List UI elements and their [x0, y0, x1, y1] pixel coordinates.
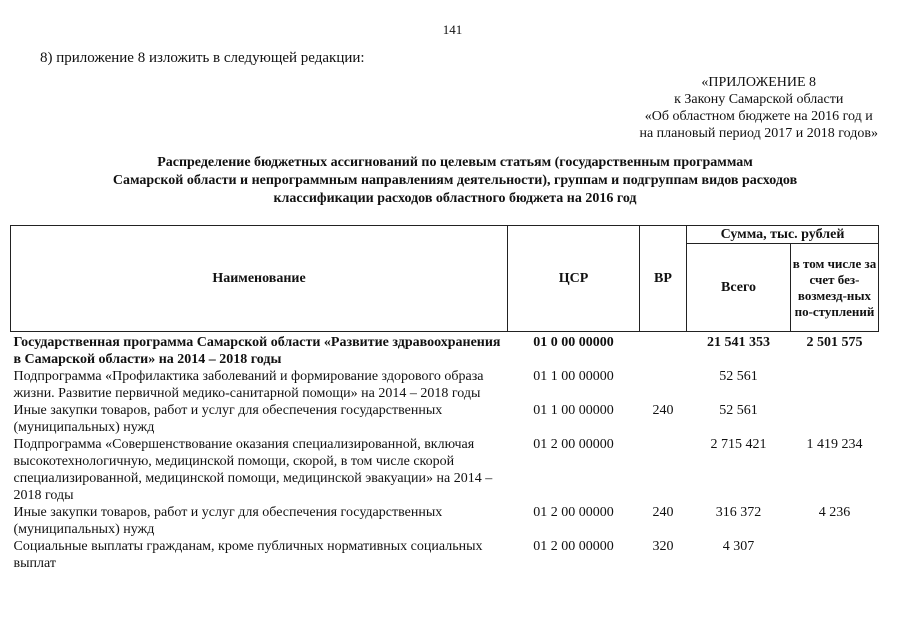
row-grants — [791, 538, 879, 572]
row-total: 2 715 421 — [710, 437, 767, 452]
row-vr — [640, 332, 687, 369]
row-name: Социальные выплаты гражданам, кроме публичных нормативных социальных выплат — [13, 539, 483, 571]
row-total: 316 372 — [715, 505, 762, 520]
row-name: Иные закупки товаров, работ и услуг для обеспечения государственных (муниципальных) нужд — [13, 403, 443, 435]
row-name: Государственная программа Самарской области «Развитие здравоохранения в Самарской области» на 2014 – 2018 годы — [13, 335, 501, 367]
table-row — [11, 504, 879, 538]
row-vr: 240 — [652, 505, 674, 520]
row-grants: 1 419 234 — [806, 437, 863, 452]
row-grants: 4 236 — [818, 505, 851, 520]
row-vr: 320 — [652, 539, 674, 554]
page-number: 141 — [442, 22, 463, 37]
appendix-header — [639, 74, 878, 142]
table-row — [11, 332, 879, 369]
row-vr — [640, 436, 687, 504]
row-grants: 2 501 575 — [806, 335, 863, 350]
table-row — [11, 368, 879, 402]
row-csr: 01 2 00 00000 — [533, 539, 614, 554]
row-vr: 240 — [652, 403, 674, 418]
header-total: Всего — [687, 244, 791, 332]
header-grants: в том числе за счет без-возмезд-ных по-ступлений — [791, 244, 879, 332]
title-line: Распределение бюджетных ассигнований по целевым статьям (государственным программам — [157, 155, 753, 170]
row-total: 52 561 — [719, 403, 758, 418]
intro-line: 8) приложение 8 изложить в следующей редакции: — [40, 50, 365, 66]
row-grants — [791, 368, 879, 402]
appendix-line: «Об областном бюджете на 2016 год и — [644, 109, 873, 124]
header-vr: ВР — [640, 226, 687, 332]
row-csr: 01 0 00 00000 — [533, 335, 614, 350]
row-name: Подпрограмма «Совершенствование оказания специализированной, включая высокотехнологичную, медицинской помощи, скорой, в том числе скорой специализированной, медицинской помощи, медицинской эвакуации» на 2014 – 2018 годы — [13, 437, 493, 503]
header-sum: Сумма, тыс. рублей — [687, 226, 879, 244]
budget-table — [10, 225, 879, 572]
header-name: Наименование — [11, 226, 508, 332]
title-line: классификации расходов областного бюджета на 2016 год — [273, 191, 637, 206]
row-name: Подпрограмма «Профилактика заболеваний и формирование здорового образа жизни. Развитие первичной медико-санитарной помощи» на 2014 – 2018 годы — [13, 369, 484, 401]
row-total: 52 561 — [719, 369, 758, 384]
row-total: 4 307 — [722, 539, 755, 554]
row-csr: 01 1 00 00000 — [533, 403, 614, 418]
table-row — [11, 402, 879, 436]
document-title — [20, 154, 890, 208]
table-row — [11, 436, 879, 504]
row-vr — [640, 368, 687, 402]
header-csr: ЦСР — [508, 226, 640, 332]
appendix-line: к Закону Самарской области — [674, 92, 844, 107]
row-name: Иные закупки товаров, работ и услуг для обеспечения государственных (муниципальных) нужд — [13, 505, 443, 537]
table-row — [11, 538, 879, 572]
appendix-line: на плановый период 2017 и 2018 годов» — [639, 126, 878, 141]
row-csr: 01 1 00 00000 — [533, 369, 614, 384]
row-grants — [791, 402, 879, 436]
title-line: Самарской области и непрограммным направлениям деятельности), группам и подгруппам видов расходов — [112, 173, 798, 188]
row-csr: 01 2 00 00000 — [533, 437, 614, 452]
appendix-line: «ПРИЛОЖЕНИЕ 8 — [701, 75, 817, 90]
row-csr: 01 2 00 00000 — [533, 505, 614, 520]
row-total: 21 541 353 — [707, 335, 770, 350]
